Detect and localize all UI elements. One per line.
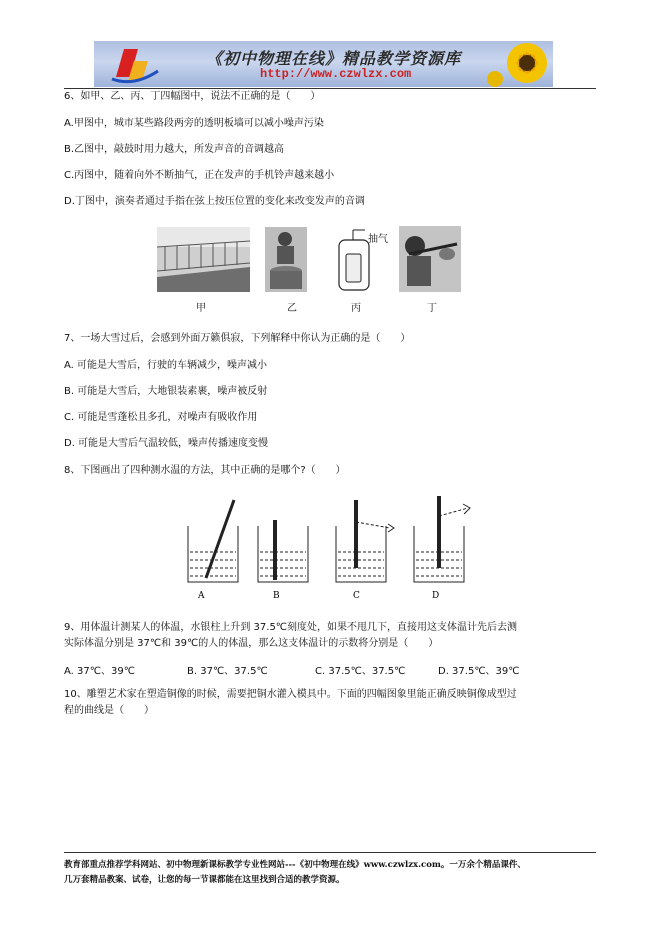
label-b: B [273, 591, 280, 601]
q9-option-b: B. 37℃、37.5℃ [187, 666, 268, 677]
label-ding: 丁 [427, 303, 437, 314]
banner-url: http://www.czwlzx.com [260, 67, 412, 81]
q6-option-c: C.丙图中，随着向外不断抽气，正在发声的手机铃声越来越小 [64, 170, 335, 181]
q9-stem-line2: 实际体温分别是 37℃和 39℃的人的体温，那么这支体温计的示数将分别是（ ） [64, 638, 439, 649]
thermometer-beakers-figure [178, 494, 478, 602]
footer-line2: 几万套精品教案、试卷，让您的每一节课都能在这里找到合适的教学资源。 [64, 875, 345, 885]
label-yi: 乙 [287, 303, 297, 314]
label-jia: 甲 [196, 303, 206, 314]
q9-stem-line1: 9、用体温计测某人的体温，水银柱上升到 37.5℃刻度处，如果不甩几下，直接用这支体温计先后去测 [64, 622, 518, 633]
pump-label: 抽气 [368, 234, 388, 245]
footer-rule [64, 852, 596, 853]
photo-yi-drum [265, 227, 307, 292]
label-d: D [432, 591, 440, 601]
sunflower-image [483, 41, 553, 87]
footer-line1: 教育部重点推荐学科网站、初中物理新课标教学专业性网站---《初中物理在线》www.czwlzx.com。一万余个精品课件、 [64, 860, 526, 870]
q9-option-d: D. 37.5℃、39℃ [438, 666, 520, 677]
photo-ding-violinist [399, 226, 461, 292]
header-rule [64, 88, 596, 89]
q7-option-a: A. 可能是大雪后，行驶的车辆减少，噪声减小 [64, 360, 268, 371]
label-c: C [353, 591, 360, 601]
q10-stem-line2: 程的曲线是（ ） [64, 705, 154, 716]
photo-bing-vacuum-jar [333, 226, 393, 292]
banner-title: 《初中物理在线》精品教学资源库 [206, 49, 462, 68]
q6-stem: 6、如甲、乙、丙、丁四幅图中，说法不正确的是（ ） [64, 91, 321, 102]
q6-option-b: B.乙图中，敲鼓时用力越大，所发声音的音调越高 [64, 144, 285, 155]
q7-stem: 7、一场大雪过后，会感到外面万籁俱寂，下列解释中你认为正确的是（ ） [64, 333, 411, 344]
q9-option-c: C. 37.5℃、37.5℃ [315, 666, 406, 677]
q6-option-a: A.甲图中，城市某些路段两旁的透明板墙可以减小噪声污染 [64, 118, 324, 129]
photo-jia-noise-barrier [157, 227, 250, 292]
q7-option-c: C. 可能是雪蓬松且多孔，对噪声有吸收作用 [64, 412, 258, 423]
q6-option-d: D.丁图中，演奏者通过手指在弦上按压位置的变化来改变发声的音调 [64, 196, 365, 207]
label-a: A [198, 591, 205, 601]
header-banner [94, 41, 553, 87]
q9-option-a: A. 37℃、39℃ [64, 666, 135, 677]
label-bing: 丙 [351, 303, 361, 314]
q10-stem-line1: 10、雕塑艺术家在塑造铜像的时候，需要把铜水灌入模具中。下面的四幅图象里能正确反映铜像成型过 [64, 689, 517, 700]
q7-option-b: B. 可能是大雪后，大地银装素裹，噪声被反射 [64, 386, 268, 397]
q7-option-d: D. 可能是大雪后气温较低，噪声传播速度变慢 [64, 438, 269, 449]
q8-stem: 8、下图画出了四种测水温的方法，其中正确的是哪个?（ ） [64, 465, 346, 476]
site-logo [104, 41, 164, 87]
